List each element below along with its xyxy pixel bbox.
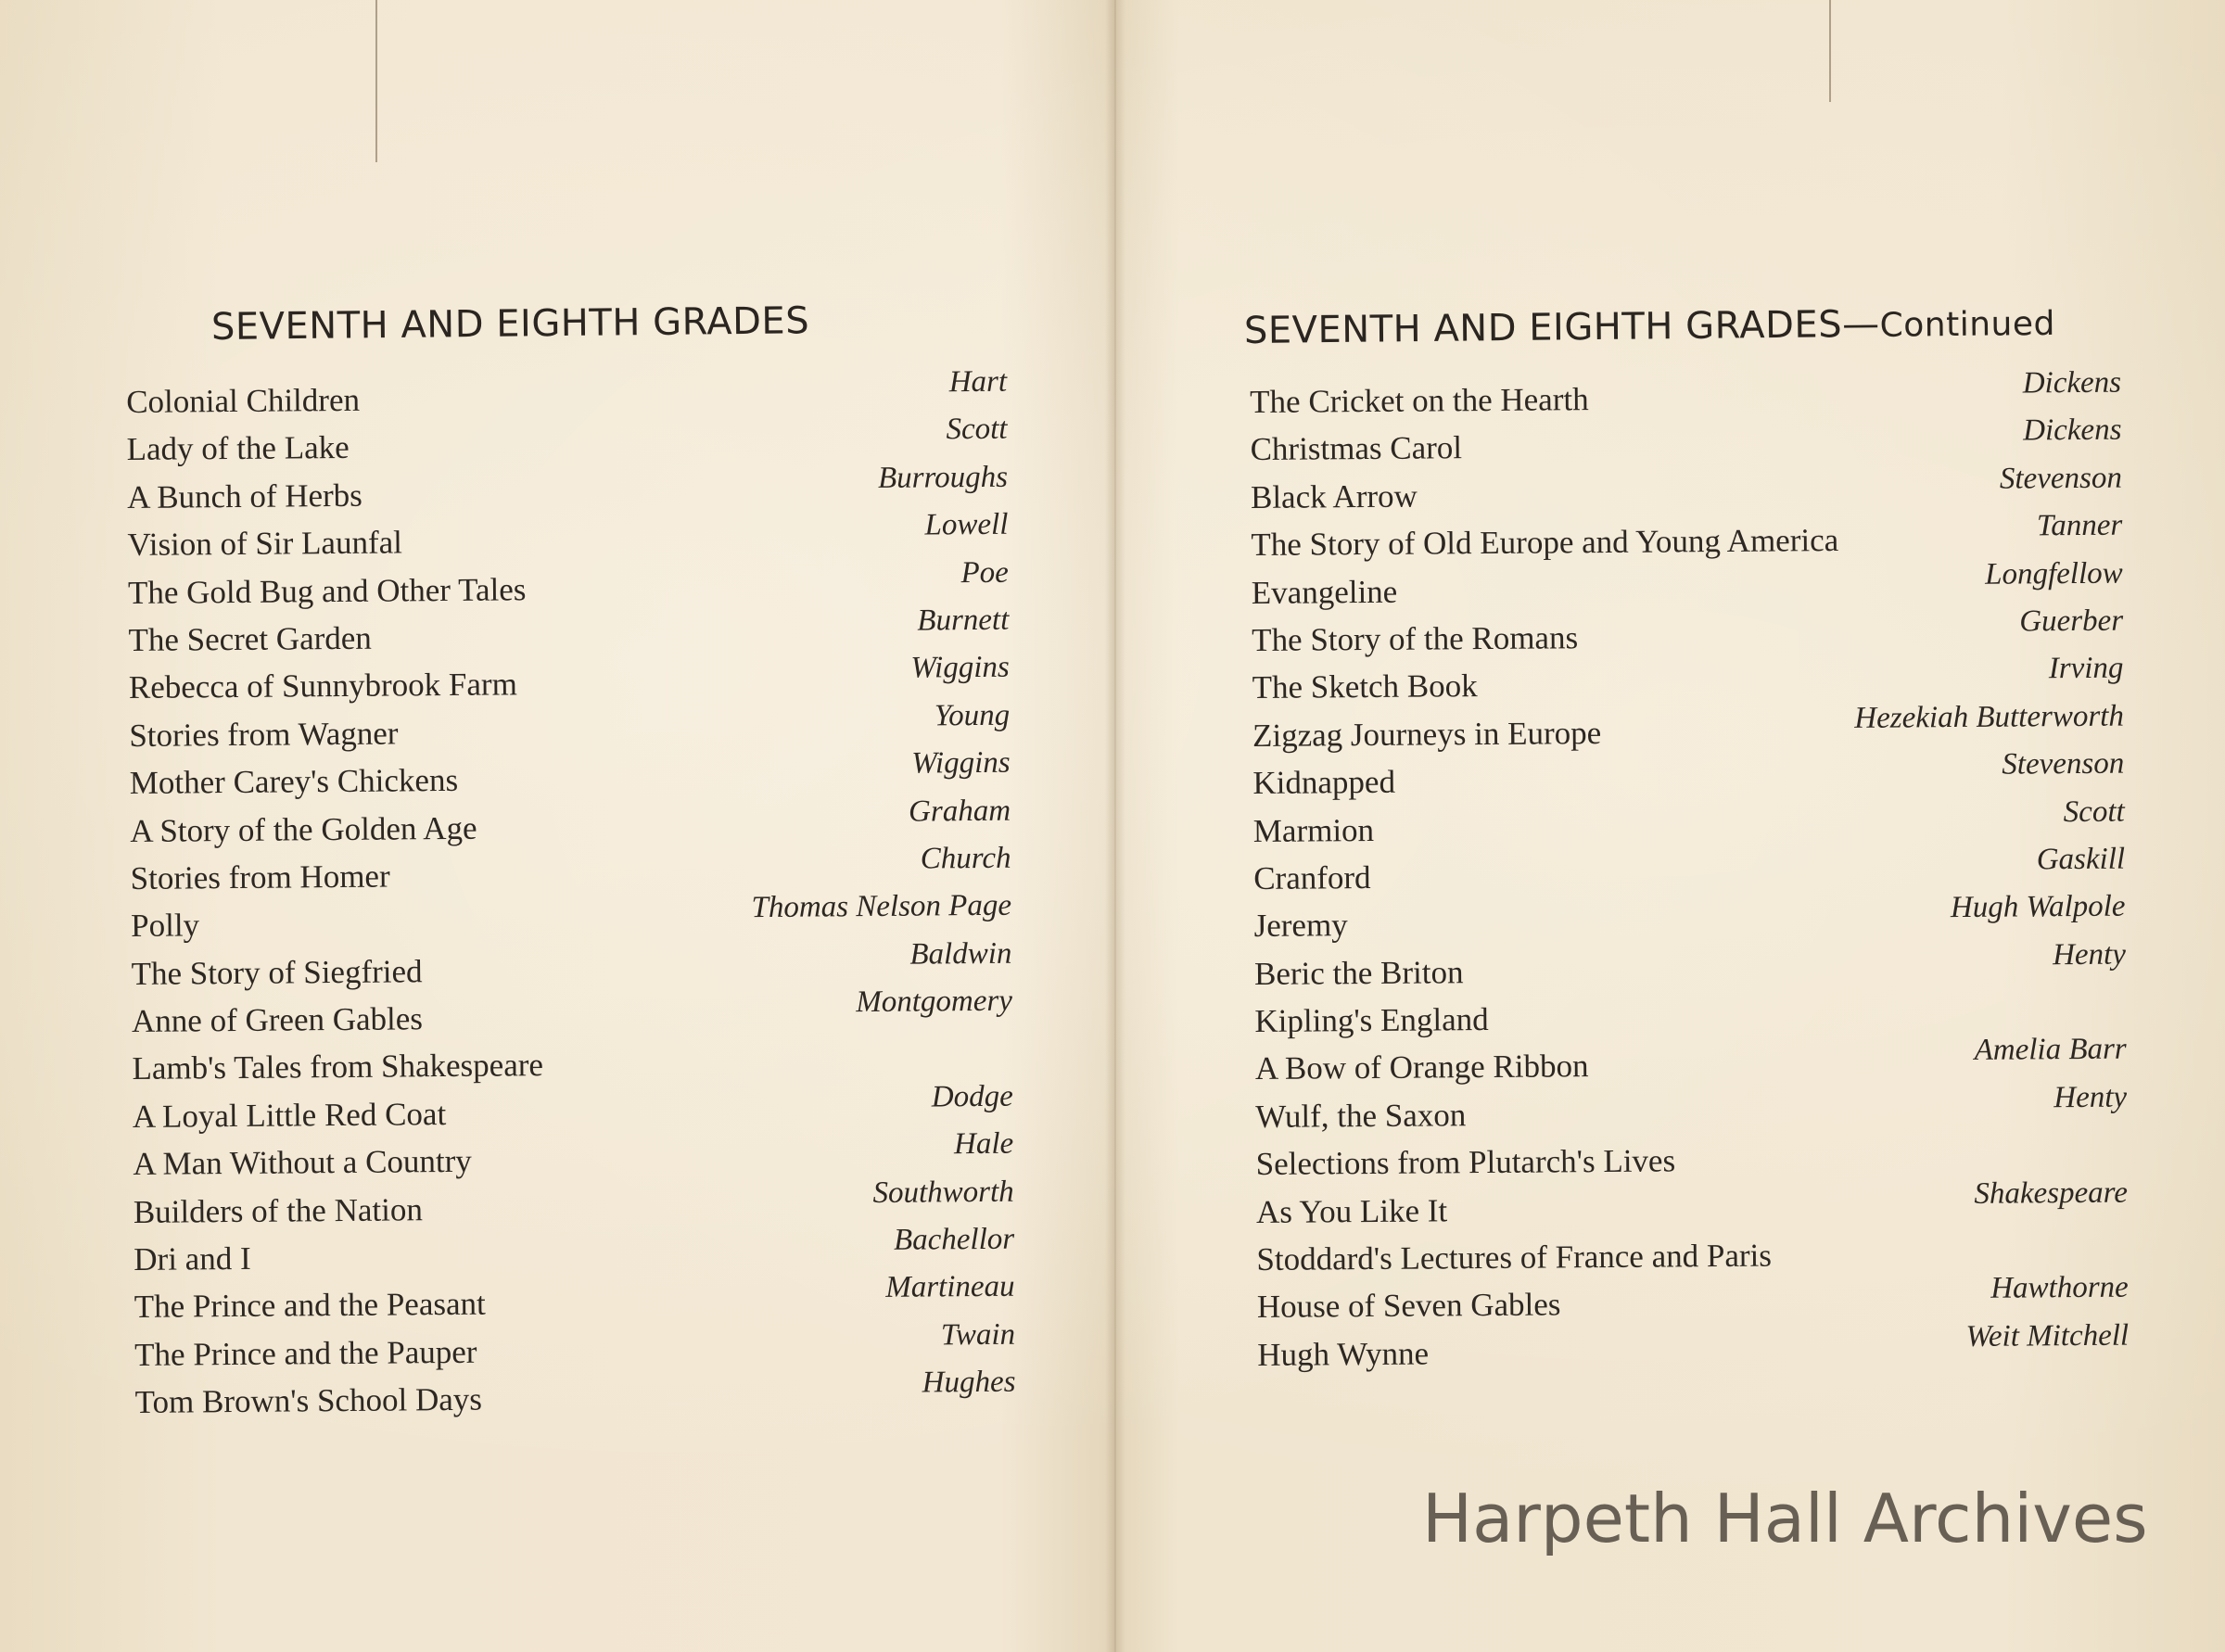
book-author: Weit Mitchell bbox=[1965, 1318, 2130, 1353]
book-author: Southworth bbox=[872, 1175, 1014, 1210]
book-entry bbox=[1255, 1080, 2128, 1140]
book-title: A Bow of Orange Ribbon bbox=[1254, 1048, 1589, 1087]
book-title: Lady of the Lake bbox=[126, 429, 350, 468]
book-title: Anne of Green Gables bbox=[131, 1000, 424, 1040]
book-author: Stevenson bbox=[1999, 461, 2123, 496]
book-entry bbox=[131, 984, 1013, 1046]
book-entry bbox=[1252, 604, 2124, 665]
book-author: Hawthorne bbox=[1990, 1271, 2129, 1306]
archive-watermark: Harpeth Hall Archives bbox=[1422, 1480, 2148, 1557]
book-author: Guerber bbox=[2019, 604, 2124, 639]
book-author: Martineau bbox=[885, 1270, 1015, 1305]
right-heading-main: SEVENTH AND EIGHTH GRADES— bbox=[1243, 302, 1880, 352]
book-author: Baldwin bbox=[909, 936, 1012, 972]
book-title: Kipling's England bbox=[1254, 1001, 1489, 1040]
book-title: Colonial Children bbox=[126, 381, 361, 420]
book-title: House of Seven Gables bbox=[1256, 1286, 1561, 1326]
book-title: Polly bbox=[130, 907, 200, 945]
book-author: Shakespeare bbox=[1974, 1175, 2129, 1211]
book-title: Selections from Plutarch's Lives bbox=[1255, 1142, 1676, 1183]
book-author: Hart bbox=[948, 364, 1008, 400]
book-entry bbox=[128, 603, 1010, 665]
book-author: Scott bbox=[946, 413, 1008, 447]
book-author: Dickens bbox=[2022, 365, 2122, 400]
book-entry bbox=[134, 1222, 1015, 1284]
book-entry bbox=[1252, 746, 2125, 807]
book-title: The Gold Bug and Other Tales bbox=[127, 570, 527, 611]
book-author: Burnett bbox=[917, 603, 1010, 638]
book-entry bbox=[1252, 794, 2125, 855]
book-title: A Man Without a Country bbox=[133, 1143, 472, 1183]
book-title: Builders of the Nation bbox=[133, 1190, 424, 1230]
book-title: A Bunch of Herbs bbox=[126, 477, 362, 515]
book-title: The Story of the Romans bbox=[1252, 619, 1579, 658]
left-book-list bbox=[126, 364, 1016, 1427]
book-entry bbox=[1255, 1175, 2129, 1236]
book-title: Marmion bbox=[1252, 811, 1375, 849]
book-title: Rebecca of Sunnybrook Farm bbox=[128, 666, 518, 706]
book-title: Hugh Wynne bbox=[1257, 1335, 1430, 1373]
book-title: The Prince and the Pauper bbox=[134, 1333, 477, 1373]
right-page bbox=[1112, 0, 2225, 1652]
book-entry bbox=[1252, 699, 2125, 759]
book-author: Stevenson bbox=[2002, 746, 2125, 782]
book-author: Irving bbox=[2048, 651, 2124, 686]
book-entry bbox=[1251, 556, 2123, 616]
book-title: Stories from Wagner bbox=[129, 715, 399, 754]
book-author: Hezekiah Butterworth bbox=[1854, 699, 2125, 735]
left-page-heading: SEVENTH AND EIGHTH GRADES bbox=[210, 299, 810, 349]
book-entry bbox=[127, 555, 1010, 616]
book-author: Hale bbox=[953, 1126, 1014, 1162]
book-entry bbox=[1254, 1033, 2127, 1093]
book-author: Dickens bbox=[2023, 413, 2122, 448]
book-title: Stoddard's Lectures of France and Paris bbox=[1256, 1237, 1773, 1278]
book-title: Beric the Briton bbox=[1253, 953, 1464, 992]
book-author: Gaskill bbox=[2036, 842, 2126, 877]
right-page-heading bbox=[1244, 301, 2055, 352]
book-entry bbox=[128, 651, 1010, 712]
right-book-list bbox=[1250, 365, 2130, 1379]
book-title: The Prince and the Peasant bbox=[134, 1286, 486, 1326]
book-entry bbox=[133, 1175, 1014, 1236]
book-title: The Story of Old Europe and Young America bbox=[1251, 522, 1839, 564]
book-author: Hughes bbox=[922, 1365, 1016, 1400]
book-entry bbox=[1253, 889, 2126, 950]
book-author: Hugh Walpole bbox=[1950, 889, 2126, 925]
book-entry bbox=[134, 1317, 1016, 1379]
book-title: Stories from Homer bbox=[130, 858, 390, 896]
book-entry bbox=[126, 460, 1009, 521]
book-title: Christmas Carol bbox=[1250, 429, 1463, 468]
book-author: Twain bbox=[940, 1317, 1016, 1353]
book-entry bbox=[130, 794, 1011, 855]
book-title: Dri and I bbox=[134, 1239, 251, 1277]
book-title: Tom Brown's School Days bbox=[134, 1380, 483, 1421]
book-author: Young bbox=[934, 698, 1011, 733]
right-heading-suffix: Continued bbox=[1879, 304, 2056, 345]
book-author: Wiggins bbox=[911, 745, 1011, 781]
book-author: Graham bbox=[908, 794, 1011, 829]
book-entry bbox=[132, 1079, 1013, 1141]
book-title: As You Like It bbox=[1255, 1191, 1448, 1230]
book-entry bbox=[126, 364, 1008, 426]
book-author: Burroughs bbox=[877, 460, 1009, 495]
book-title: Zigzag Journeys in Europe bbox=[1252, 714, 1602, 754]
book-author: Church bbox=[920, 841, 1011, 876]
book-author: Bachellor bbox=[893, 1222, 1015, 1257]
book-title: Cranford bbox=[1253, 858, 1371, 896]
book-entry bbox=[134, 1365, 1016, 1427]
book-title: Wulf, the Saxon bbox=[1255, 1097, 1467, 1135]
book-author: Montgomery bbox=[856, 984, 1013, 1020]
book-entry bbox=[1257, 1318, 2130, 1379]
book-entry bbox=[1250, 461, 2123, 521]
book-author: Scott bbox=[2063, 794, 2125, 829]
book-author: Dodge bbox=[931, 1079, 1013, 1114]
book-entry bbox=[126, 413, 1008, 474]
book-entry bbox=[1250, 365, 2122, 426]
book-entry bbox=[129, 745, 1011, 807]
book-entry bbox=[127, 507, 1009, 569]
book-author: Henty bbox=[2052, 937, 2127, 972]
book-title: Kidnapped bbox=[1252, 763, 1396, 802]
book-title: The Secret Garden bbox=[128, 619, 372, 658]
book-author: Longfellow bbox=[1985, 556, 2123, 591]
book-title: Evangeline bbox=[1251, 573, 1398, 611]
book-title: The Cricket on the Hearth bbox=[1250, 381, 1589, 420]
book-title: Mother Carey's Chickens bbox=[129, 762, 459, 802]
book-entry bbox=[132, 1037, 1012, 1093]
book-entry bbox=[129, 698, 1011, 759]
book-author: Thomas Nelson Page bbox=[751, 888, 1012, 925]
book-title: A Loyal Little Red Coat bbox=[132, 1095, 447, 1135]
left-page bbox=[0, 0, 1112, 1652]
book-title: A Story of the Golden Age bbox=[130, 809, 477, 849]
book-title: Lamb's Tales from Shakespeare bbox=[132, 1047, 544, 1087]
book-title: Black Arrow bbox=[1250, 477, 1418, 515]
book-author: Henty bbox=[2053, 1080, 2128, 1115]
book-author: Poe bbox=[960, 555, 1010, 590]
book-entry bbox=[130, 888, 1012, 950]
book-title: The Sketch Book bbox=[1252, 667, 1478, 706]
book-author: Lowell bbox=[924, 507, 1009, 542]
book-author: Tanner bbox=[2036, 508, 2123, 543]
book-title: Jeremy bbox=[1253, 907, 1348, 945]
book-author: Amelia Barr bbox=[1974, 1033, 2127, 1068]
book-title: Vision of Sir Launfal bbox=[127, 524, 403, 564]
book-entry bbox=[1253, 937, 2127, 998]
book-entry bbox=[134, 1270, 1015, 1331]
book-author: Wiggins bbox=[910, 651, 1010, 685]
book-title: The Story of Siegfried bbox=[131, 952, 423, 992]
book-entry bbox=[1250, 413, 2122, 474]
